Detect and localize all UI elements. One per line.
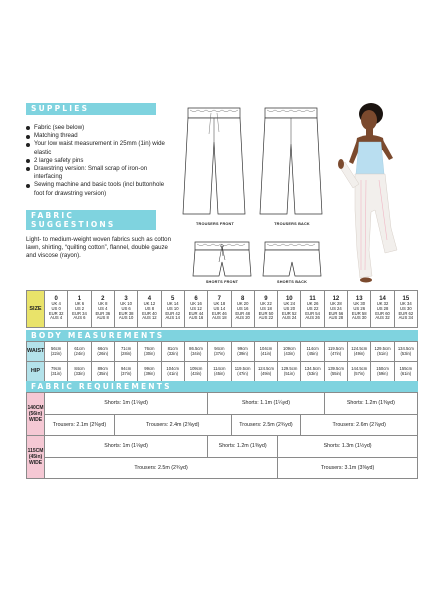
waist-in: (51in) [377,350,388,356]
hip-in: (43in) [190,370,202,376]
size-cell [371,291,394,328]
hip-cell [348,362,371,382]
waist-cm: 66cm [97,345,108,351]
fabric-cell: Shorts: 1m (1⅛yd) [45,436,208,458]
fabric-suggestions-heading-line1: FABRIC [31,211,75,220]
size-cell [208,291,231,328]
waist-cm: 56cm [51,345,62,351]
size-aus: AUS 14 [165,315,180,321]
hip-cm: 139.5cm [327,365,344,371]
size-chart [26,290,418,328]
size-uk: UK 8 [98,301,108,307]
fabric-115-trousers-row [27,457,418,479]
waist-in: (28in) [120,350,132,356]
size-cell [114,291,137,328]
hip-cell [394,362,417,382]
size-number: 15 [402,295,410,302]
size-uk: UK 14 [166,301,179,307]
fabric-suggestions-heading [26,210,156,230]
hip-cm: 134.5cm [304,365,321,371]
width-140-line1: 140CM [27,404,44,411]
hip-in: (37in) [120,370,132,376]
size-number: 14 [379,295,386,302]
size-number: 8 [240,295,245,302]
size-cell [278,291,301,328]
size-number: 6 [194,295,198,302]
size-aus: AUS 18 [212,315,227,321]
supplies-item: Drawstring version: Small scrap of iron-on interfacing [26,165,166,181]
waist-cell [138,342,161,362]
size-eur: EUR 48 [235,310,250,316]
size-eur: EUR 40 [142,310,157,316]
fabric-cell: Trousers: 2.4m (2⅝yd) [114,414,231,436]
waist-cm: 86.5cm [189,345,203,351]
waist-in: (22in) [50,350,62,356]
hip-in: (41in) [167,370,179,376]
hip-cell [208,362,231,382]
model-photo [335,100,425,285]
fabric-cell: Trousers: 3.1m (3⅜yd) [278,457,418,479]
hip-in: (51in) [283,370,295,376]
waist-in: (53in) [400,350,412,356]
hip-in: (39in) [144,370,155,376]
fabric-cell: Shorts: 1.2m (1⅜yd) [208,436,278,458]
size-number: 13 [355,295,363,302]
size-cell [324,291,347,328]
waist-cell [371,342,394,362]
shorts-back-drawing [262,240,324,278]
hip-in: (59in) [377,370,388,376]
fabric-requirements-table [26,392,418,479]
size-cell [68,291,91,328]
hip-cell [45,362,68,382]
size-cell [91,291,114,328]
size-uk: UK 18 [213,301,226,307]
waist-in: (49in) [353,350,365,356]
hip-cm: 114cm [213,365,226,371]
waist-cm: 129.5cm [374,345,391,351]
size-number: 11 [309,295,316,302]
waist-cm: 114cm [306,345,319,351]
size-number: 2 [101,295,105,302]
size-us: US 0 [51,305,61,311]
width-140-line2: (56in) [28,410,43,417]
fabric-cell: Shorts: 1.2m (1⅜yd) [324,393,417,415]
hip-cell [138,362,161,382]
waist-cm: 76cm [144,345,155,351]
hip-in: (61in) [400,370,412,376]
waist-cm: 104cm [259,345,273,351]
size-us: US 8 [144,305,155,311]
waist-label: WAIST [27,342,45,362]
size-number: 9 [264,295,268,302]
size-us: US 28 [376,305,389,311]
size-us: US 18 [260,305,272,311]
hip-cm: 99cm [144,365,155,371]
hip-cm: 129.5cm [281,365,298,371]
hip-cm: 155cm [399,365,413,371]
fabric-requirements-heading: FABRIC REQUIREMENTS [26,381,418,392]
size-cell [231,291,254,328]
waist-cell [208,342,231,362]
waist-cm: 109cm [282,345,296,351]
waist-in: (43in) [283,350,295,356]
hip-cm: 84cm [74,365,85,371]
size-uk: UK 34 [400,301,412,307]
size-cell [138,291,161,328]
size-number: 7 [217,295,222,302]
hip-in: (33in) [74,370,85,376]
trousers-front-drawing [180,104,250,219]
waist-cell [91,342,114,362]
size-cell [254,291,277,328]
waist-cm: 71cm [120,345,132,351]
waist-cm: 81cm [167,345,178,351]
hip-cell [301,362,324,382]
size-eur: EUR 58 [351,310,367,316]
waist-in: (32in) [167,350,179,356]
shorts-front-drawing [192,240,254,278]
size-us: US 20 [283,305,296,311]
waist-row [27,342,418,362]
waist-in: (37in) [213,350,225,356]
size-us: US 30 [400,305,412,311]
size-us: US 2 [74,305,85,311]
supplies-heading: SUPPLIES [26,103,156,115]
trousers-front-label: TROUSERS FRONT [195,222,235,226]
waist-in: (30in) [144,350,155,356]
supplies-item: Sewing machine and basic tools (incl buttonhole foot for drawstring version) [26,181,166,197]
size-us: US 4 [98,305,108,311]
size-us: US 22 [306,305,319,311]
waist-cm: 134.5cm [397,345,414,351]
size-cell [161,291,184,328]
size-uk: UK 22 [260,301,272,307]
fabric-140-shorts-row [27,393,418,415]
waist-in: (45in) [307,350,318,356]
size-number: 4 [147,295,152,302]
hip-cell [114,362,137,382]
hip-in: (45in) [213,370,225,376]
width-140-line3: WIDE [28,417,43,424]
fabric-cell: Trousers: 2.5m (2¾yd) [45,457,278,479]
size-us: US 16 [236,305,249,311]
size-aus: AUS 30 [352,315,367,321]
hip-cell [184,362,207,382]
size-uk: UK 6 [74,301,85,307]
supplies-item: Matching thread [26,132,166,140]
size-aus: AUS 10 [118,315,134,321]
size-number: 12 [332,295,340,302]
size-uk: UK 26 [306,301,319,307]
waist-in: (41in) [260,350,272,356]
hip-in: (49in) [260,370,272,376]
hip-cm: 144.5cm [351,365,368,371]
waist-in: (24in) [74,350,85,356]
hip-cm: 150cm [376,365,389,371]
width-115-label [27,436,45,479]
size-uk: UK 30 [353,301,366,307]
hip-in: (53in) [307,370,318,376]
size-aus: AUS 4 [50,315,63,321]
hip-label: HIP [27,362,45,382]
hip-in: (31in) [50,370,62,376]
size-aus: AUS 28 [328,315,344,321]
shorts-back-label: SHORTS BACK [276,280,308,284]
waist-cell [301,342,324,362]
size-cell [45,291,68,328]
size-number: 3 [124,295,128,302]
hip-in: (35in) [97,370,109,376]
waist-in: (39in) [237,350,249,356]
body-measurements-table [26,341,418,382]
hip-cell [91,362,114,382]
size-eur: EUR 34 [72,310,87,316]
hip-cm: 94cm [120,365,132,371]
size-eur: EUR 60 [375,310,390,316]
size-uk: UK 24 [283,301,296,307]
waist-cell [161,342,184,362]
size-cell [348,291,371,328]
size-aus: AUS 32 [375,315,390,321]
size-eur: EUR 56 [328,310,344,316]
hip-cm: 89cm [97,365,108,371]
fabric-cell: Shorts: 1.3m (1½yd) [278,436,418,458]
size-us: US 12 [190,305,202,311]
waist-cell [254,342,277,362]
size-number: 5 [171,295,175,302]
waist-cell [68,342,91,362]
size-us: US 26 [353,305,366,311]
hip-cell [278,362,301,382]
waist-cm: 124.5cm [351,345,368,351]
size-uk: UK 10 [120,301,132,307]
size-us: US 14 [213,305,226,311]
hip-in: (55in) [330,370,342,376]
hip-in: (57in) [353,370,365,376]
hip-row [27,362,418,382]
width-115-line3: WIDE [28,460,43,467]
size-eur: EUR 36 [95,310,111,316]
size-us: US 10 [166,305,179,311]
waist-in: (26in) [97,350,109,356]
size-header: SIZE [27,291,45,328]
supplies-item: 2 large safety pins [26,157,166,165]
waist-cell [394,342,417,362]
fabric-suggestions-heading-line2: SUGGESTIONS [31,220,116,229]
size-uk: UK 32 [376,301,389,307]
fabric-cell: Trousers: 2.6m (2⅞yd) [301,414,418,436]
hip-cm: 104cm [166,365,179,371]
size-aus: AUS 34 [398,315,414,321]
supplies-item: Your low waist measurement in 25mm (1in) wide elastic [26,140,166,156]
size-aus: AUS 26 [305,315,320,321]
size-aus: AUS 24 [282,315,297,321]
hip-cell [324,362,347,382]
hip-cell [68,362,91,382]
width-140-label [27,393,45,436]
hip-cell [231,362,254,382]
waist-in: (34in) [190,350,202,356]
size-uk: UK 12 [143,301,156,307]
fabric-cell: Shorts: 1.1m (1¼yd) [208,393,325,415]
size-eur: EUR 62 [398,310,414,316]
waist-cm: 99cm [237,345,248,351]
size-number: 1 [77,295,82,302]
size-eur: EUR 46 [212,310,227,316]
hip-cm: 109cm [189,365,203,371]
trousers-back-drawing [257,104,327,219]
hip-cm: 124.5cm [257,365,274,371]
size-aus: AUS 16 [188,315,204,321]
trousers-back-label: TROUSERS BACK [274,222,310,226]
size-number: 10 [285,295,293,302]
fabric-suggestions-text: Light- to medium-weight woven fabrics such as cotton lawn, shirting, “quilting cotton”, flannel, double gauze and viscose (rayon). [26,236,171,260]
size-number: 0 [54,295,58,302]
size-uk: UK 28 [330,301,342,307]
hip-cell [161,362,184,382]
hip-cm: 79cm [51,365,62,371]
size-eur: EUR 32 [48,310,64,316]
size-aus: AUS 6 [73,315,86,321]
waist-cm: 94cm [214,345,225,351]
size-uk: UK 20 [236,301,249,307]
waist-cell [184,342,207,362]
waist-cell [348,342,371,362]
fabric-140-trousers-row [27,414,418,436]
size-cell [394,291,417,328]
fabric-cell: Trousers: 2.5m (2¾yd) [231,414,301,436]
size-uk: UK 4 [51,301,61,307]
waist-cm: 61cm [74,345,85,351]
size-eur: EUR 44 [188,310,204,316]
waist-cell [278,342,301,362]
waist-cm: 119.5cm [328,345,344,351]
shorts-front-label: SHORTS FRONT [205,280,239,284]
supplies-item: Fabric (see below) [26,124,166,132]
fabric-cell: Trousers: 2.1m (2⅜yd) [45,414,115,436]
waist-cell [231,342,254,362]
size-uk: UK 16 [190,301,202,307]
size-eur: EUR 42 [165,310,181,316]
size-eur: EUR 38 [118,310,134,316]
waist-cell [324,342,347,362]
fabric-115-shorts-row [27,436,418,458]
hip-in: (47in) [237,370,249,376]
waist-cell [45,342,68,362]
size-eur: EUR 50 [258,310,274,316]
waist-in: (47in) [330,350,342,356]
fabric-cell: Shorts: 1m (1⅛yd) [45,393,208,415]
size-cell [301,291,324,328]
size-eur: EUR 52 [281,310,297,316]
size-aus: AUS 20 [235,315,250,321]
hip-cm: 119.5cm [234,365,251,371]
width-115-line2: (45in) [28,453,43,460]
width-115-line1: 115CM [27,447,44,454]
hip-cell [254,362,277,382]
size-cell [184,291,207,328]
size-aus: AUS 22 [258,315,274,321]
body-measurements-heading: BODY MEASUREMENTS [26,330,418,341]
size-us: US 6 [121,305,131,311]
size-us: US 24 [330,305,342,311]
size-aus: AUS 8 [96,315,109,321]
supplies-list [26,124,166,198]
size-eur: EUR 54 [305,310,320,316]
waist-cell [114,342,137,362]
hip-cell [371,362,394,382]
size-aus: AUS 12 [142,315,157,321]
size-row [27,291,418,328]
